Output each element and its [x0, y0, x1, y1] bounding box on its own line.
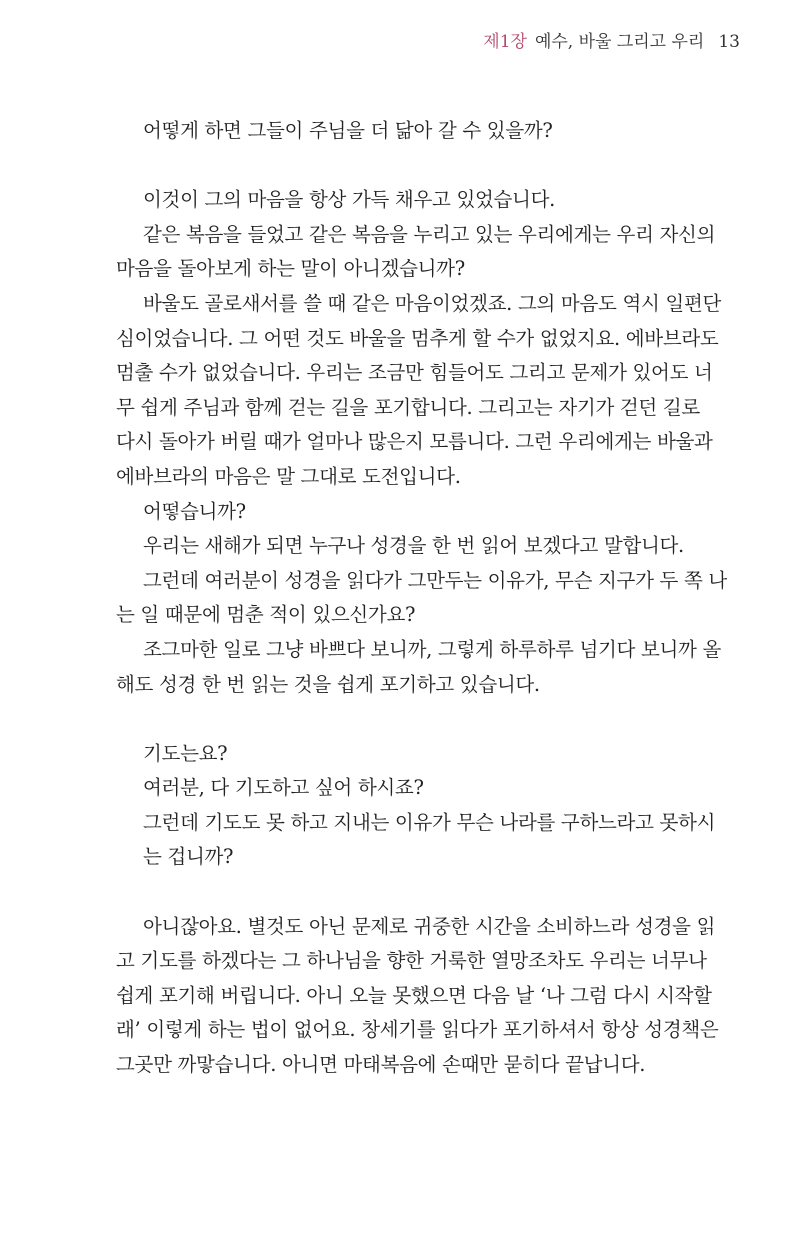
text-line: 는 일 때문에 멈춘 적이 있으신가요?: [116, 603, 416, 627]
text-line: 심이었습니다. 그 어떤 것도 바울을 멈추게 할 수가 없었지요. 에바브라도: [116, 326, 719, 350]
text-line: 어떻게 하면 그들이 주님을 더 닮아 갈 수 있을까?: [143, 119, 553, 142]
text-line: 에바브라의 마음은 말 그대로 도전입니다.: [116, 464, 461, 488]
text-line: 기도는요?: [143, 741, 228, 765]
text-line: 는 겁니까?: [143, 845, 234, 869]
text-line: 바울도 골로새서를 쓸 때 같은 마음이었겠죠. 그의 마음도 역시 일편단: [143, 291, 722, 315]
text-line: 래’ 이렇게 하는 법이 없어요. 창세기를 읽다가 포기하셔서 항상 성경책은: [116, 1018, 719, 1042]
text-line: 조그마한 일로 그냥 바쁘다 보니까, 그렇게 하루하루 넘기다 보니까 올: [143, 637, 722, 661]
text-line: 해도 성경 한 번 읽는 것을 쉽게 포기하고 있습니다.: [116, 672, 540, 696]
text-line: 여러분, 다 기도하고 싶어 하시죠?: [143, 776, 424, 800]
text-line: 고 기도를 하겠다는 그 하나님을 향한 거룩한 열망조차도 우리는 너무나: [116, 949, 707, 973]
blank-line: [116, 875, 756, 910]
text-line: 아니잖아요. 별것도 아닌 문제로 귀중한 시간을 소비하느라 성경을 읽: [143, 914, 716, 938]
text-line: 다시 돌아가 버릴 때가 얼마나 많은지 모릅니다. 그런 우리에게는 바울과: [116, 430, 713, 454]
text-line: 이것이 그의 마음을 항상 가득 채우고 있었습니다.: [143, 188, 556, 212]
text-line: 쉽게 포기해 버립니다. 아니 오늘 못했으면 다음 날 ‘나 그럼 다시 시작할: [116, 983, 712, 1007]
text-line: 그런데 여러분이 성경을 읽다가 그만두는 이유가, 무슨 지구가 두 쪽 나: [143, 568, 727, 592]
text-line: 마음을 돌아보게 하는 말이 아니겠습니까?: [116, 257, 465, 281]
text-line: 멈출 수가 없었습니다. 우리는 조금만 힘들어도 그리고 문제가 있어도 너: [116, 361, 713, 385]
blank-line: [116, 702, 756, 737]
blank-line: [116, 149, 756, 184]
page-body: [116, 114, 756, 1083]
page-number: 13: [718, 32, 740, 52]
text-line: 그곳만 까맣습니다. 아니면 마태복음에 손때만 묻히다 끝납니다.: [116, 1053, 646, 1077]
text-line: 무 쉽게 주님과 함께 걷는 길을 포기합니다. 그리고는 자기가 걷던 길로: [116, 395, 700, 419]
text-line: 그런데 기도도 못 하고 지내는 이유가 무슨 나라를 구하느라고 못하시: [143, 810, 716, 834]
running-header: [483, 28, 740, 56]
text-line: 같은 복음을 들었고 같은 복음을 누리고 있는 우리에게는 우리 자신의: [143, 222, 716, 246]
chapter-title: 예수, 바울 그리고 우리: [534, 32, 705, 52]
chapter-label: 제1장: [483, 32, 527, 52]
text-line: 우리는 새해가 되면 누구나 성경을 한 번 읽어 보겠다고 말합니다.: [143, 534, 684, 558]
text-line: 어떻습니까?: [143, 499, 246, 523]
